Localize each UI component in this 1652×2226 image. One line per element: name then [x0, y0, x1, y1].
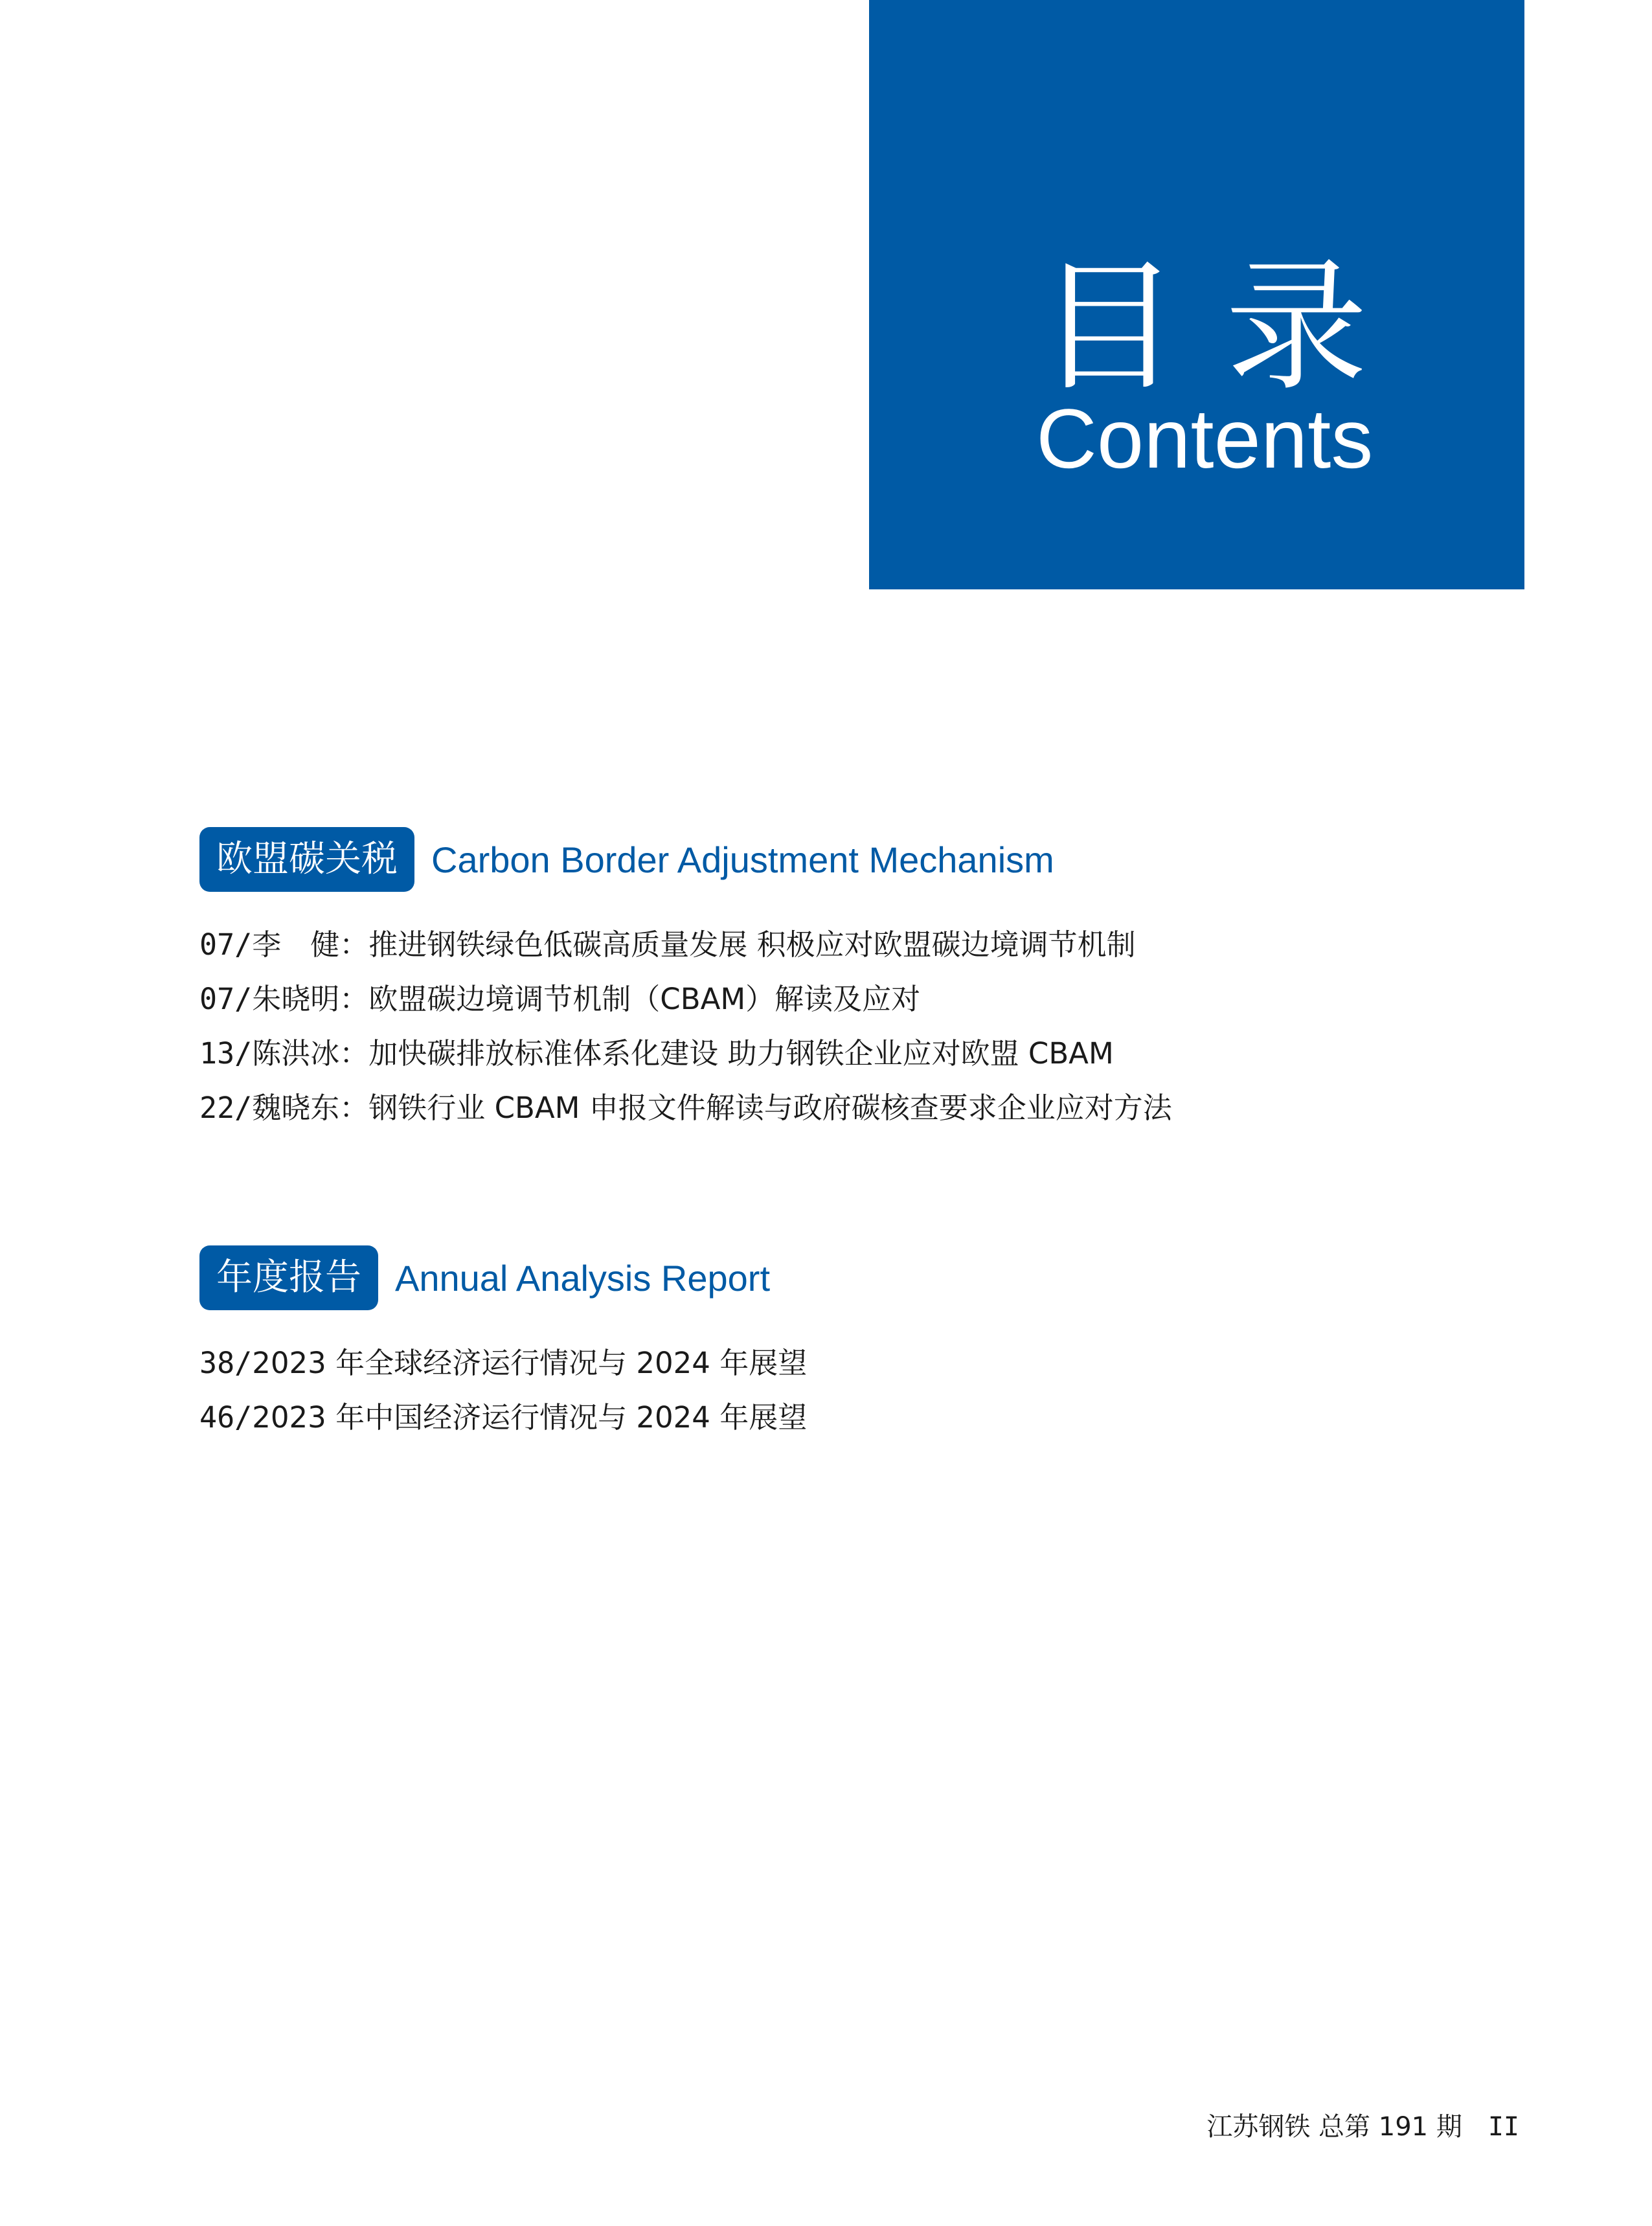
- toc-entry-text: 李 健：推进钢铁绿色低碳高质量发展 积极应对欧盟碳边境调节机制: [252, 927, 1136, 962]
- toc-page-number: 13/: [199, 1036, 253, 1071]
- toc-entry[interactable]: [199, 972, 1172, 1027]
- toc-entry-text: 陈洪冰：加快碳排放标准体系化建设 助力钢铁企业应对欧盟 CBAM: [252, 1036, 1114, 1071]
- contents-title-block: [869, 0, 1524, 589]
- section-badge: 年度报告: [199, 1245, 378, 1310]
- section-header: [199, 1245, 807, 1310]
- contents-title-english: Contents: [1036, 391, 1374, 486]
- section-badge: 欧盟碳关税: [199, 827, 414, 892]
- toc-entry-text: 2023 年全球经济运行情况与 2024 年展望: [252, 1346, 808, 1380]
- section-carbon-border: [199, 827, 1172, 1135]
- toc-page-number: 22/: [199, 1091, 253, 1125]
- toc-list: [199, 918, 1172, 1135]
- toc-page-number: 46/: [199, 1400, 253, 1435]
- toc-entry-text: 魏晓东：钢铁行业 CBAM 申报文件解读与政府碳核查要求企业应对方法: [252, 1091, 1172, 1125]
- section-title-english: Carbon Border Adjustment Mechanism: [431, 839, 1054, 880]
- toc-page-number: 07/: [199, 982, 253, 1016]
- toc-entry-text: 朱晓明：欧盟碳边境调节机制（CBAM）解读及应对: [252, 982, 921, 1016]
- toc-page-number: 38/: [199, 1346, 253, 1380]
- toc-entry[interactable]: [199, 918, 1172, 972]
- toc-entry[interactable]: [199, 1391, 807, 1445]
- toc-entry[interactable]: [199, 1081, 1172, 1135]
- section-header: [199, 827, 1172, 892]
- toc-entry-text: 2023 年中国经济运行情况与 2024 年展望: [252, 1400, 808, 1435]
- toc-entry[interactable]: [199, 1027, 1172, 1081]
- contents-title-chinese: 目录: [1037, 244, 1414, 410]
- page-footer: [1206, 2106, 1519, 2143]
- publication-name: 江苏钢铁 总第 191 期: [1206, 2112, 1462, 2142]
- toc-entry[interactable]: [199, 1336, 807, 1391]
- toc-list: [199, 1336, 807, 1445]
- section-title-english: Annual Analysis Report: [395, 1257, 771, 1299]
- toc-page-number: 07/: [199, 927, 253, 962]
- page-number: II: [1488, 2112, 1519, 2142]
- section-annual-report: [199, 1245, 807, 1445]
